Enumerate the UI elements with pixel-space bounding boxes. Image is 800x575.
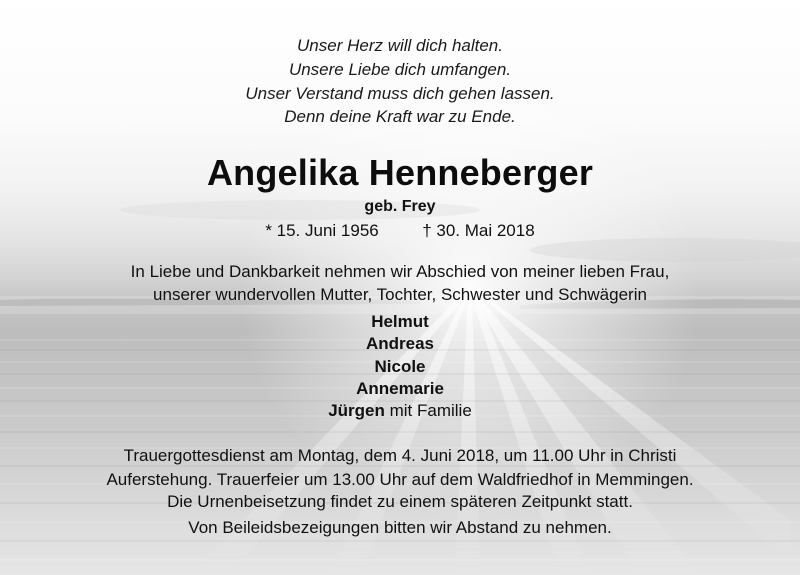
mourner-name	[0, 401, 800, 421]
poem-line: Unser Verstand muss dich gehen lassen.	[245, 84, 555, 103]
mourner-name	[0, 379, 800, 399]
mourner-first-name: Nicole	[374, 357, 426, 376]
maiden-name: geb. Frey	[364, 198, 436, 215]
mourner-first-name: Annemarie	[356, 379, 444, 398]
mourner-name	[0, 312, 800, 332]
service-line: Auferstehung. Trauerfeier um 13.00 Uhr auf dem Waldfriedhof in Memmingen.	[106, 470, 694, 489]
mourner-suffix: mit Familie	[384, 401, 472, 420]
farewell-line: unserer wundervollen Mutter, Tochter, Schwester und Schwägerin	[153, 285, 647, 304]
life-dates	[0, 221, 800, 241]
mourner-name	[0, 334, 800, 354]
service-line: Die Urnenbeisetzung findet zu einem späteren Zeitpunkt statt.	[167, 492, 633, 511]
mourner-name	[0, 357, 800, 377]
mourner-first-name: Helmut	[371, 312, 429, 331]
poem-line: Unsere Liebe dich umfangen.	[288, 60, 512, 79]
mourner-first-name: Jürgen	[328, 401, 385, 420]
farewell-line: In Liebe und Dankbarkeit nehmen wir Abschied von meiner lieben Frau,	[130, 262, 670, 281]
deceased-name: Angelika Henneberger	[206, 152, 594, 193]
death-date: † 30. Mai 2018	[422, 221, 535, 240]
closing-line: Von Beileidsbezeigungen bitten wir Abstand zu nehmen.	[188, 518, 612, 537]
birth-date: * 15. Juni 1956	[265, 221, 379, 240]
service-line: Trauergottesdienst am Montag, dem 4. Juni 2018, um 11.00 Uhr in Christi	[123, 446, 677, 465]
poem-line: Denn deine Kraft war zu Ende.	[284, 107, 516, 126]
mourner-first-name: Andreas	[365, 334, 435, 353]
poem-line: Unser Herz will dich halten.	[297, 36, 503, 55]
